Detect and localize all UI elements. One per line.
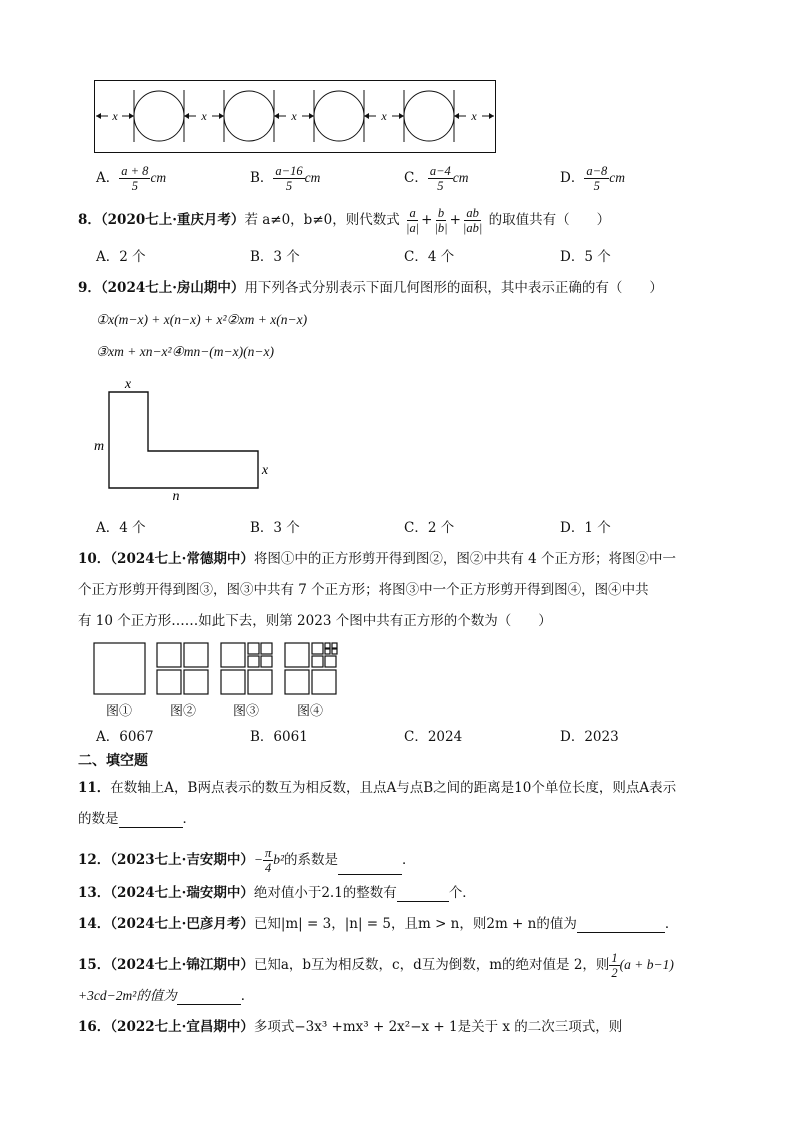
q9-option-b: B．3 个 — [250, 520, 300, 536]
answer-blank[interactable] — [577, 918, 665, 933]
question-end: ． — [664, 916, 679, 932]
q9-label-left: m — [93, 439, 105, 454]
question-text: 在数轴上A，B两点表示的数互为相反数，且点A与点B之间的距离是10个单位长度，则点A表示 — [110, 780, 677, 796]
question-source: （2024七上·常德期中） — [110, 551, 254, 567]
q8-option-b: B．3 个 — [250, 249, 300, 265]
q7-figure — [94, 80, 496, 153]
q7-option-b — [250, 164, 320, 193]
question-number: 16． — [78, 1019, 111, 1035]
q15-fraction: $\frac{1}{2}$ — [611, 951, 618, 980]
q10-stem-line-1 — [78, 550, 676, 568]
option-fraction: $\frac{a-4}{5}$ — [429, 164, 451, 193]
section-heading: 二、填空题 — [78, 753, 148, 769]
question-end: ． — [240, 988, 255, 1004]
q10-option-b: B．6061 — [250, 729, 308, 745]
answer-blank[interactable] — [338, 860, 402, 875]
question-text: 已知a，b互为相反数，c，d互为倒数，m的绝对值是 2，则 — [253, 957, 610, 973]
q7-x-label: x — [112, 109, 118, 123]
q9-stem — [78, 279, 663, 297]
answer-blank[interactable] — [119, 813, 183, 828]
question-source: （2024七上·巴彦月考） — [110, 916, 254, 932]
q8-option-a: A．2 个 — [96, 249, 146, 265]
q12-expression: b² — [273, 852, 285, 867]
question-number: 8． — [78, 212, 101, 228]
q7-option-d — [560, 164, 625, 193]
question-text: 绝对值小于2.1的整数有 — [253, 885, 397, 901]
q9-label-top: x — [124, 377, 132, 392]
question-end: ． — [402, 852, 416, 868]
option-unit: cm — [452, 170, 469, 185]
option-unit: cm — [150, 170, 167, 185]
q10-caption-3: 图③ — [233, 704, 260, 719]
plus-sign: + — [449, 212, 461, 228]
option-letter: B． — [250, 170, 274, 186]
question-text: 的数是 — [78, 811, 119, 827]
q11-stem-line-2 — [78, 810, 196, 828]
q10-option-c: C．2024 — [404, 729, 463, 745]
q7-x-label: x — [471, 109, 477, 123]
question-source: （2024七上·房山期中） — [100, 280, 245, 296]
q9-option-d: D．1 个 — [560, 520, 611, 536]
question-text: 若 a≠0，b≠0，则代数式 — [244, 212, 400, 228]
q9-label-right: x — [261, 463, 269, 478]
question-source: （2022七上·宜昌期中） — [110, 1019, 254, 1035]
minus-sign: − — [253, 852, 263, 867]
option-letter: A． — [96, 170, 120, 186]
question-source: （2024七上·锦江期中） — [110, 957, 254, 973]
question-text: 将图①中的正方形剪开得到图②，图②中共有 4 个正方形；将图②中一 — [253, 551, 676, 567]
q15-stem-line-1 — [78, 951, 674, 980]
question-text: 的取值共有（ ） — [488, 212, 611, 228]
q7-option-a — [96, 164, 166, 193]
q8-frac-2: $\frac{b}{|b|}$ — [434, 206, 448, 235]
question-number: 9． — [78, 280, 101, 296]
option-fraction: $\frac{a-8}{5}$ — [586, 164, 608, 193]
q16-stem — [78, 1018, 622, 1036]
q15-expression: (a + b−1) — [619, 957, 674, 972]
q10-stem-line-2: 个正方形剪开得到图③，图③中共有 7 个正方形；将图③中一个正方形剪开得到图④，图④中共 — [78, 582, 649, 598]
question-end: ． — [182, 811, 196, 827]
q8-option-c: C．4 个 — [404, 249, 455, 265]
q13-stem — [78, 884, 476, 902]
q10-caption-2: 图② — [170, 704, 197, 719]
option-unit: cm — [304, 170, 321, 185]
q9-expr-line-2: ③xm + xn−x²④mn−(m−x)(n−x) — [96, 344, 274, 359]
q10-stem-line-3: 有 10 个正方形……如此下去，则第 2023 个图中共有正方形的个数为（ ） — [78, 613, 552, 629]
q11-stem-line-1 — [78, 779, 676, 797]
q7-option-c — [404, 164, 469, 193]
q12-stem — [78, 846, 416, 875]
question-number: 12． — [78, 852, 111, 868]
question-number: 11． — [78, 780, 111, 796]
q10-option-a: A．6067 — [96, 729, 154, 745]
q8-frac-1: $\frac{a}{|a|}$ — [406, 206, 420, 235]
q10-option-d: D．2023 — [560, 729, 619, 745]
q9-option-c: C．2 个 — [404, 520, 455, 536]
option-fraction: $\frac{a-16}{5}$ — [275, 164, 303, 193]
question-number: 15． — [78, 957, 111, 973]
q7-x-label: x — [381, 109, 387, 123]
q15-stem-line-2 — [78, 987, 254, 1005]
q14-stem — [78, 915, 678, 933]
plus-sign: + — [421, 212, 433, 228]
question-source: （2020七上·重庆月考） — [100, 212, 245, 228]
q10-caption-4: 图④ — [297, 704, 324, 719]
q8-stem — [78, 206, 610, 235]
q9-expr-line-1: ①x(m−x) + x(n−x) + x²②xm + x(n−x) — [96, 312, 308, 327]
option-letter: C． — [404, 170, 428, 186]
question-number: 14． — [78, 916, 111, 932]
question-text: 的系数是 — [284, 852, 339, 868]
answer-blank[interactable] — [177, 990, 241, 1005]
question-end: 个． — [448, 885, 476, 901]
option-unit: cm — [609, 170, 626, 185]
option-letter: D． — [560, 170, 585, 186]
question-text: +3cd−2m²的值为 — [78, 988, 177, 1003]
question-text: 已知|m| = 3，|n| = 5，且m > n，则2m + n的值为 — [253, 916, 577, 932]
option-fraction: $\frac{a + 8}{5}$ — [121, 164, 149, 193]
answer-blank[interactable] — [397, 887, 449, 902]
q7-x-label: x — [291, 109, 297, 123]
question-text: 用下列各式分别表示下面几何图形的面积，其中表示正确的有（ ） — [244, 280, 663, 296]
question-source: （2023七上·吉安期中） — [110, 852, 254, 868]
q9-option-a: A．4 个 — [96, 520, 146, 536]
q8-option-d: D．5 个 — [560, 249, 611, 265]
question-number: 13． — [78, 885, 111, 901]
q7-x-label: x — [201, 109, 207, 123]
q9-figure — [88, 374, 278, 502]
question-text: 多项式−3x³ +mx³ + 2x²−x + 1是关于 x 的二次三项式，则 — [253, 1019, 623, 1035]
q8-frac-3: $\frac{ab}{|ab|}$ — [462, 206, 483, 235]
q9-label-bottom: n — [172, 489, 180, 502]
q12-fraction: $\frac{\pi}{4}$ — [264, 846, 272, 875]
question-number: 10． — [78, 551, 111, 567]
q10-caption-1: 图① — [106, 704, 133, 719]
question-source: （2024七上·瑞安期中） — [110, 885, 254, 901]
q10-figures — [93, 642, 343, 696]
